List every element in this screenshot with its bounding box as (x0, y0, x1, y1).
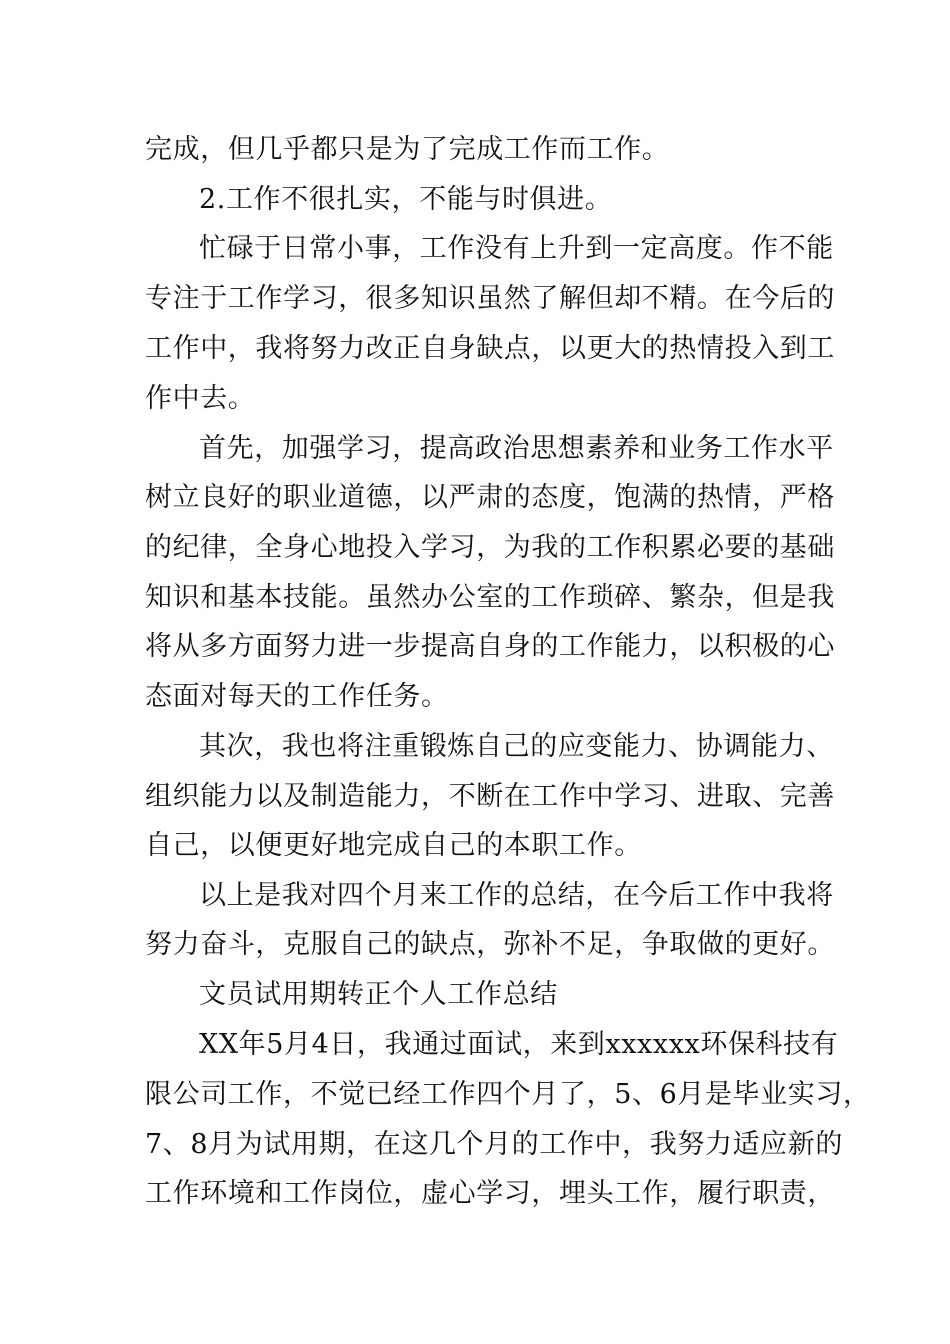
text-line: 完成，但几乎都只是为了完成工作而工作。 (145, 134, 670, 165)
text-line: 努力奋斗，克服自己的缺点，弥补不足，争取做的更好。 (145, 929, 835, 960)
text-line: 自己，以便更好地完成自己的本职工作。 (145, 830, 642, 861)
text-line: 的纪律，全身心地投入学习，为我的工作积累必要的基础 (145, 532, 835, 563)
section-heading: 文员试用期转正个人工作总结 (199, 979, 558, 1010)
text-line: 限公司工作，不觉已经工作四个月了，5、6月是毕业实习， (145, 1079, 871, 1110)
text-line: XX年5月4日，我通过面试，来到xxxxxx环保科技有 (199, 1029, 839, 1060)
text-line: 态面对每天的工作任务。 (145, 681, 449, 712)
text-line: 工作中，我将努力改正自身缺点，以更大的热情投入到工 (145, 333, 835, 364)
text-line: 忙碌于日常小事，工作没有上升到一定高度。作不能 (199, 233, 834, 264)
text-line: 组织能力以及制造能力，不断在工作中学习、进取、完善 (145, 781, 835, 812)
text-line: 将从多方面努力进一步提高自身的工作能力，以积极的心 (145, 631, 835, 662)
text-line: 作中去。 (145, 383, 256, 414)
text-line: 工作环境和工作岗位，虚心学习，埋头工作，履行职责， (145, 1178, 835, 1209)
text-line: 树立良好的职业道德，以严肃的态度，饱满的热情，严格 (145, 482, 835, 513)
text-line: 知识和基本技能。虽然办公室的工作琐碎、繁杂，但是我 (145, 582, 835, 613)
text-line: 其次，我也将注重锻炼自己的应变能力、协调能力、 (199, 731, 834, 762)
text-line: 2.工作不很扎实，不能与时俱进。 (199, 184, 613, 215)
text-line: 专注于工作学习，很多知识虽然了解但却不精。在今后的 (145, 283, 835, 314)
text-line: 以上是我对四个月来工作的总结，在今后工作中我将 (199, 880, 834, 911)
text-line: 首先，加强学习，提高政治思想素养和业务工作水平 (199, 433, 834, 464)
text-line: 7、8月为试用期，在这几个月的工作中，我努力适应新的 (145, 1129, 843, 1160)
